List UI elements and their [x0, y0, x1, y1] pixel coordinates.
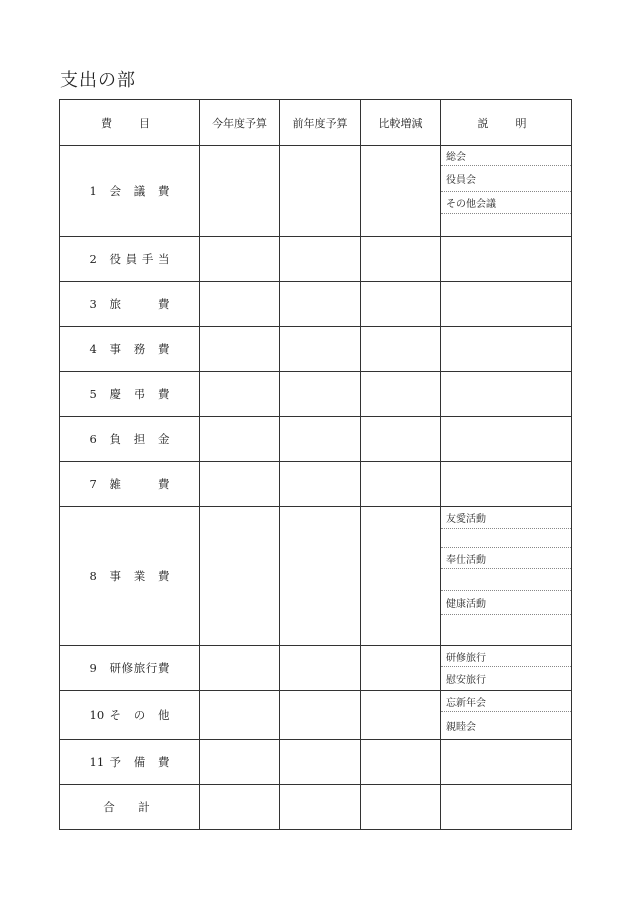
table-row [60, 372, 572, 417]
description-cell[interactable] [441, 282, 572, 327]
item-number: 8 [89, 569, 97, 583]
item-name: 雑費 [109, 477, 170, 491]
difference-cell[interactable] [361, 462, 441, 507]
current-budget-cell[interactable] [200, 282, 280, 327]
current-budget-cell[interactable] [200, 237, 280, 282]
description-line [441, 615, 571, 644]
difference-cell[interactable] [361, 740, 441, 785]
description-line: 健康活動 [441, 591, 571, 615]
item-name: 負担金 [109, 432, 170, 446]
table-row [60, 507, 572, 646]
difference-cell[interactable] [361, 327, 441, 372]
item-cell [60, 462, 200, 507]
table-row [60, 282, 572, 327]
item-cell [60, 282, 200, 327]
description-cell[interactable] [441, 237, 572, 282]
item-number: 11 [89, 755, 105, 769]
previous-budget-cell[interactable] [280, 146, 361, 237]
item-cell [60, 372, 200, 417]
description-line: 奉仕活動 [441, 548, 571, 569]
item-number: 1 [89, 184, 97, 198]
description-cell[interactable] [441, 462, 572, 507]
header-current-budget: 今年度予算 [200, 100, 280, 146]
current-budget-cell[interactable] [200, 691, 280, 740]
current-budget-cell[interactable] [200, 507, 280, 646]
previous-budget-cell[interactable] [280, 372, 361, 417]
description-cell[interactable] [441, 327, 572, 372]
item-number: 4 [89, 342, 97, 356]
previous-budget-cell[interactable] [280, 740, 361, 785]
difference-cell[interactable] [361, 282, 441, 327]
difference-cell[interactable] [361, 646, 441, 691]
current-budget-cell[interactable] [200, 146, 280, 237]
total-previous-cell[interactable] [280, 785, 361, 830]
item-number: 5 [89, 387, 97, 401]
description-line [441, 529, 571, 548]
previous-budget-cell[interactable] [280, 417, 361, 462]
current-budget-cell[interactable] [200, 646, 280, 691]
table-row [60, 691, 572, 740]
previous-budget-cell[interactable] [280, 691, 361, 740]
description-cell[interactable] [441, 740, 572, 785]
table-row [60, 327, 572, 372]
description-line: 親睦会 [446, 721, 476, 733]
previous-budget-cell[interactable] [280, 646, 361, 691]
table-row [60, 740, 572, 785]
item-cell [60, 327, 200, 372]
difference-cell[interactable] [361, 507, 441, 646]
description-cell[interactable] [441, 691, 572, 740]
description-cell[interactable] [441, 417, 572, 462]
description-line: 慰安旅行 [446, 675, 486, 686]
header-item: 費 目 [60, 100, 200, 146]
expense-table [59, 99, 572, 830]
description-line: 役員会 [441, 166, 571, 192]
item-cell [60, 646, 200, 691]
item-cell [60, 507, 200, 646]
item-number: 2 [89, 252, 97, 266]
item-cell [60, 740, 200, 785]
item-name: 事業費 [109, 569, 170, 583]
description-line: 研修旅行 [441, 646, 571, 667]
previous-budget-cell[interactable] [280, 327, 361, 372]
item-number: 6 [89, 432, 97, 446]
total-current-cell[interactable] [200, 785, 280, 830]
total-label: 合 計 [60, 785, 200, 830]
description-line: 友愛活動 [441, 507, 571, 529]
table-row [60, 462, 572, 507]
item-number: 9 [89, 661, 97, 675]
item-cell [60, 691, 200, 740]
table-row [60, 237, 572, 282]
description-cell[interactable] [441, 507, 572, 646]
description-line [441, 214, 571, 235]
description-line: 忘新年会 [441, 691, 571, 712]
table-row [60, 417, 572, 462]
difference-cell[interactable] [361, 372, 441, 417]
page-title: 支出の部 [60, 70, 136, 91]
table-row [60, 146, 572, 237]
description-cell[interactable] [441, 646, 572, 691]
item-number: 10 [89, 708, 105, 722]
difference-cell[interactable] [361, 146, 441, 237]
item-number: 7 [89, 477, 97, 491]
previous-budget-cell[interactable] [280, 462, 361, 507]
difference-cell[interactable] [361, 691, 441, 740]
item-cell [60, 237, 200, 282]
description-line [441, 569, 571, 591]
item-name: 会議費 [109, 184, 170, 198]
total-difference-cell[interactable] [361, 785, 441, 830]
difference-cell[interactable] [361, 237, 441, 282]
item-name: 役員手当 [109, 252, 170, 266]
header-row [60, 100, 572, 146]
item-name: その他 [109, 708, 170, 722]
item-number: 3 [89, 297, 97, 311]
item-name: 予備費 [109, 755, 170, 769]
header-description: 説 明 [441, 100, 572, 146]
item-name: 旅費 [109, 297, 170, 311]
header-difference: 比較増減 [361, 100, 441, 146]
current-budget-cell[interactable] [200, 327, 280, 372]
previous-budget-cell[interactable] [280, 282, 361, 327]
description-cell[interactable] [441, 372, 572, 417]
item-cell [60, 417, 200, 462]
total-description-cell[interactable] [441, 785, 572, 830]
item-name: 事務費 [109, 342, 170, 356]
current-budget-cell[interactable] [200, 417, 280, 462]
current-budget-cell[interactable] [200, 740, 280, 785]
table-row [60, 646, 572, 691]
item-name: 研修旅行費 [109, 661, 170, 675]
previous-budget-cell[interactable] [280, 507, 361, 646]
description-line: 総会 [441, 146, 571, 166]
total-row [60, 785, 572, 830]
item-cell [60, 146, 200, 237]
previous-budget-cell[interactable] [280, 237, 361, 282]
description-cell[interactable] [441, 146, 572, 237]
current-budget-cell[interactable] [200, 372, 280, 417]
current-budget-cell[interactable] [200, 462, 280, 507]
difference-cell[interactable] [361, 417, 441, 462]
item-name: 慶弔費 [109, 387, 170, 401]
description-line: その他会議 [441, 192, 571, 214]
header-previous-budget: 前年度予算 [280, 100, 361, 146]
